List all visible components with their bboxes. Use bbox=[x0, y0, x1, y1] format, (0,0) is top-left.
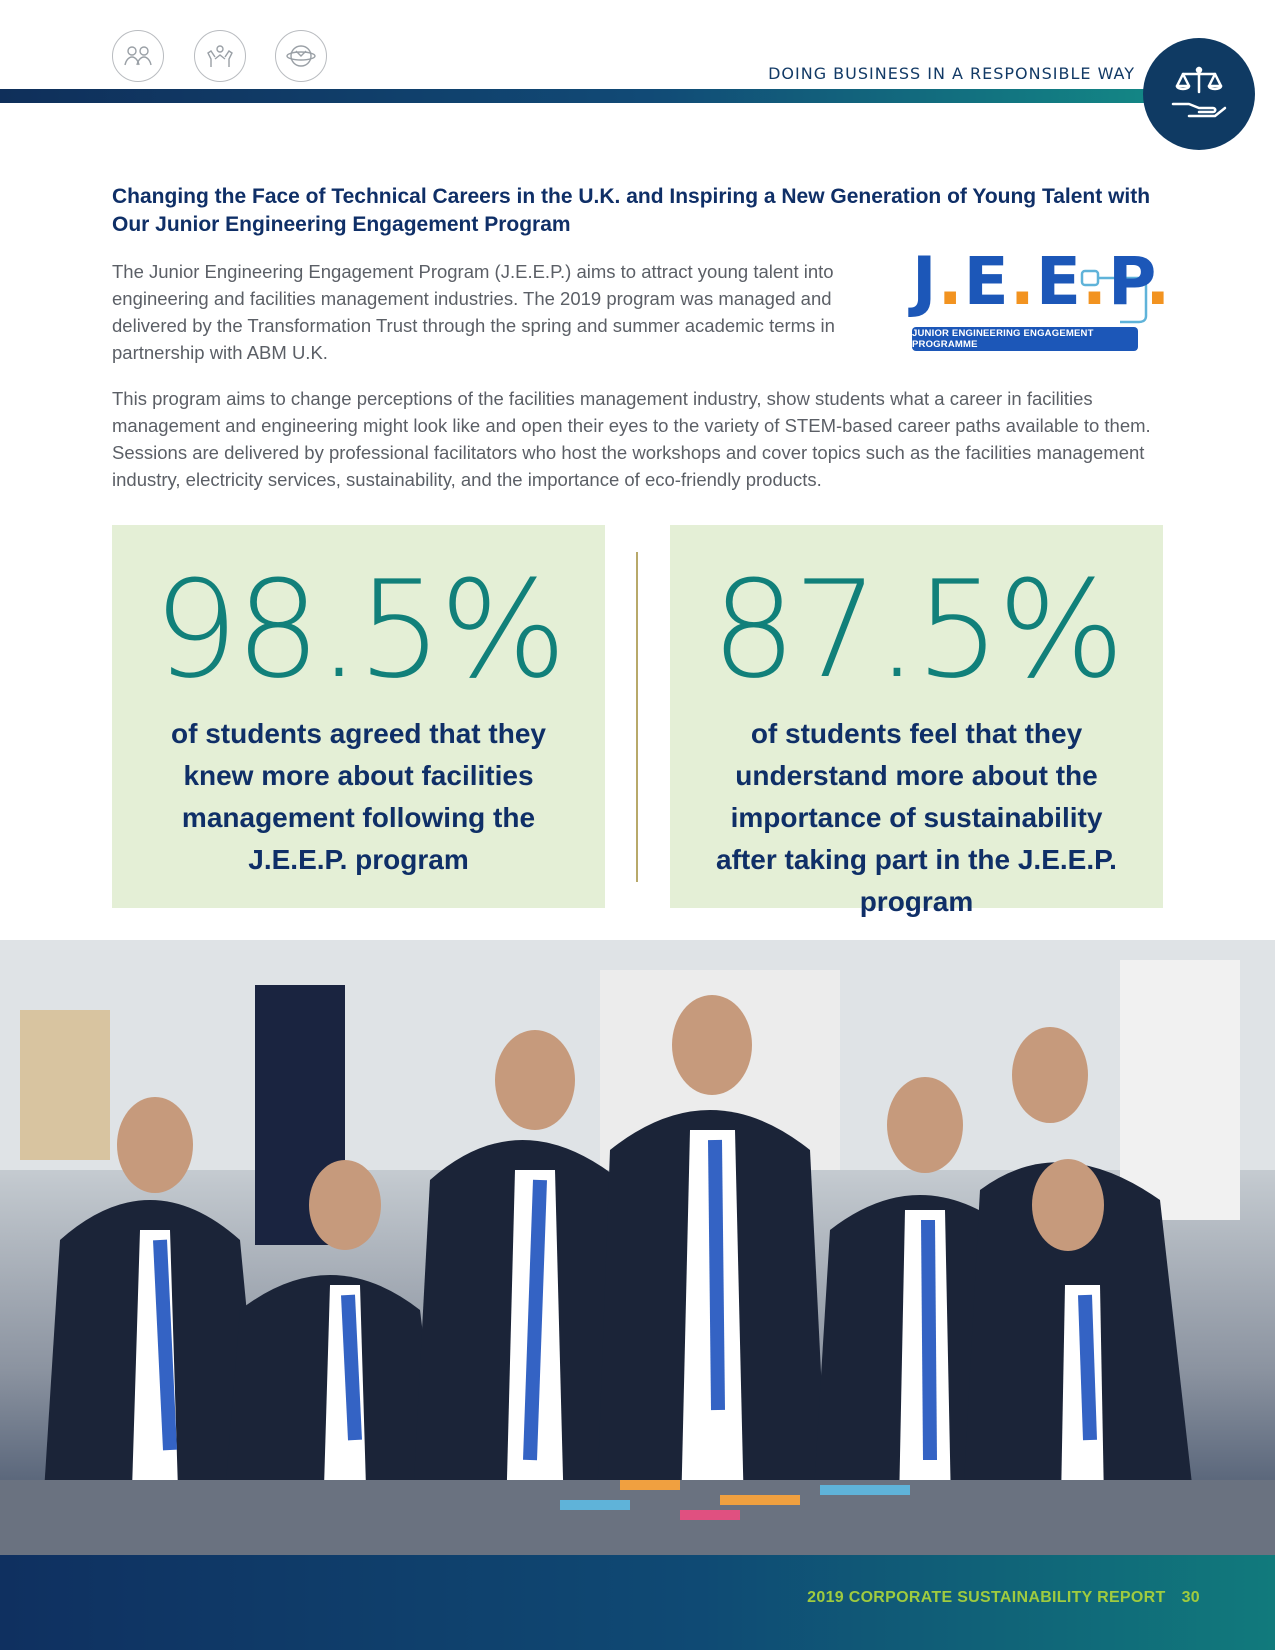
stat-card-sustainability bbox=[670, 525, 1163, 917]
logo-dot-3: . bbox=[1081, 243, 1108, 320]
people-icon bbox=[112, 30, 164, 82]
hands-icon bbox=[194, 30, 246, 82]
logo-dot-4: . bbox=[1145, 243, 1172, 320]
stat-divider bbox=[636, 552, 638, 882]
students-photo bbox=[0, 940, 1275, 1555]
logo-letter-e1: E bbox=[963, 243, 1010, 320]
stat-value: 98.5% bbox=[153, 552, 564, 708]
page-title: Changing the Face of Technical Careers in the U.K. and Inspiring a New Generation of Young Talent with Our Junior Engineering Engagement Program bbox=[112, 185, 1151, 236]
footer-text bbox=[807, 1589, 1200, 1607]
logo-letter-j: J bbox=[912, 243, 938, 320]
globe-icon bbox=[275, 30, 327, 82]
justice-scale-hand-icon bbox=[1163, 58, 1235, 130]
logo-letter-e2: E bbox=[1035, 243, 1082, 320]
logo-dot-2: . bbox=[1009, 243, 1036, 320]
stat-description: of students feel that they understand more about the importance of sustainability after taking part in the J.E.E.P. program bbox=[716, 718, 1117, 917]
logo-letter-p: P bbox=[1107, 243, 1146, 320]
page-number: 30 bbox=[1181, 1589, 1200, 1606]
logo-dot-1: . bbox=[937, 243, 964, 320]
jeep-logo bbox=[910, 243, 1172, 353]
report-title: 2019 CORPORATE SUSTAINABILITY REPORT bbox=[807, 1589, 1166, 1606]
logo-subtitle: JUNIOR ENGINEERING ENGAGEMENT PROGRAMME bbox=[912, 327, 1138, 351]
stat-description: of students agreed that they knew more about facilities management following the J.E.E.P. program bbox=[171, 718, 546, 875]
stat-value: 87.5% bbox=[711, 552, 1122, 708]
intro-paragraph: The Junior Engineering Engagement Program (J.E.E.P.) aims to attract young talent into engineering and facilities management industries. The 2019 program was managed and delivered by the Transformation Trust through the spring and summer academic terms in partnership with ABM U.K. bbox=[112, 261, 835, 363]
footer-bar bbox=[0, 1555, 1275, 1650]
header-bar bbox=[0, 89, 1180, 103]
stat-card-knowledge bbox=[112, 525, 605, 908]
jeep-wordmark bbox=[912, 243, 1171, 320]
body-paragraph: This program aims to change perceptions of the facilities management industry, show students what a career in facilities management and engineering might look like and open their eyes to the variety of STEM-based career paths available to them. Sessions are delivered by professional facilitators who host the workshops and cover topics such as the facilities management industry, electricity services, sustainability, and the importance of eco-friendly products. bbox=[112, 388, 1151, 490]
section-title: DOING BUSINESS IN A RESPONSIBLE WAY bbox=[768, 64, 1135, 83]
section-badge bbox=[1143, 38, 1255, 150]
